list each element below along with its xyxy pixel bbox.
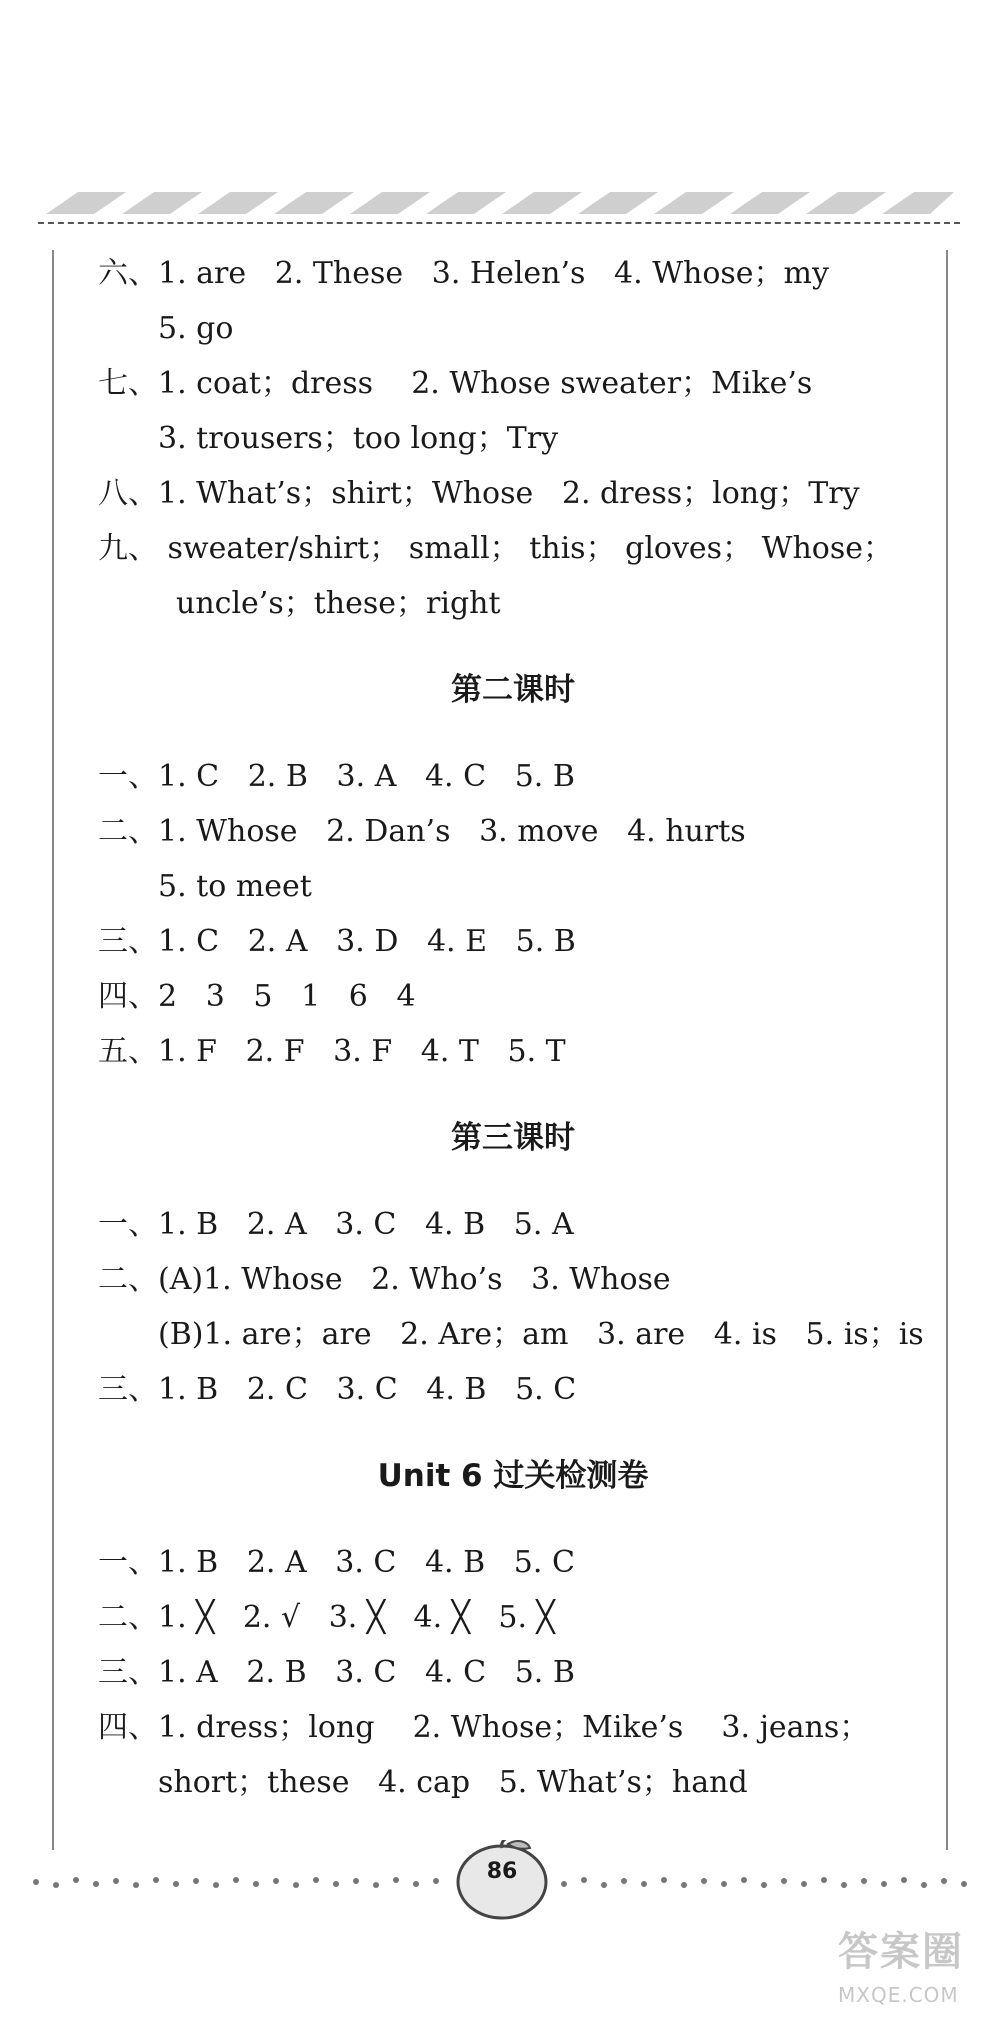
right-margin-rule bbox=[946, 250, 948, 1850]
answer-content bbox=[98, 246, 928, 1810]
answer-line-1: 一、1. B 2. A 3. C 4. B 5. C bbox=[98, 1545, 575, 1580]
header-divider bbox=[38, 222, 960, 224]
section-heading-unit-test: Unit 6 过关检测卷 bbox=[377, 1458, 649, 1494]
left-margin-rule bbox=[52, 250, 54, 1850]
answer-line-2: 二、(A)1. Whose 2. Who’s 3. Whose bbox=[98, 1262, 671, 1297]
watermark bbox=[838, 1920, 988, 2020]
answer-line-7: 七、1. coat；dress 2. Whose sweater；Mike’s bbox=[98, 366, 813, 401]
header-decoration bbox=[38, 186, 960, 220]
section-unit-test bbox=[98, 1535, 928, 1810]
section-heading-lesson3: 第三课时 bbox=[451, 1120, 575, 1156]
answer-line-2-cont: (B)1. are；are 2. Are；am 3. are 4. is 5. is；is bbox=[158, 1317, 924, 1352]
answer-line-2: 二、1. Whose 2. Dan’s 3. move 4. hurts bbox=[98, 814, 746, 849]
answer-line-7-cont: 3. trousers；too long；Try bbox=[158, 421, 559, 456]
answer-line-4: 四、2 3 5 1 6 4 bbox=[98, 979, 416, 1014]
answer-line-6-cont: 5. go bbox=[158, 311, 234, 346]
section-heading-lesson2: 第二课时 bbox=[451, 672, 575, 708]
answer-line-2-cont: 5. to meet bbox=[158, 869, 312, 904]
answer-line-4-cont: short；these 4. cap 5. What’s；hand bbox=[158, 1765, 748, 1800]
answer-line-6: 六、1. are 2. These 3. Helen’s 4. Whose；my bbox=[98, 256, 829, 291]
answer-line-3: 三、1. B 2. C 3. C 4. B 5. C bbox=[98, 1372, 577, 1407]
watermark-logo-text: 答案圈 bbox=[838, 1929, 964, 1975]
watermark-url: MXQE.COM bbox=[838, 1983, 959, 2007]
answer-line-5: 五、1. F 2. F 3. F 4. T 5. T bbox=[98, 1034, 566, 1069]
answer-line-2: 二、1. ╳ 2. √ 3. ╳ 4. ╳ 5. ╳ bbox=[98, 1600, 555, 1635]
section-unit6-lesson1 bbox=[98, 246, 928, 631]
answer-line-1: 一、1. B 2. A 3. C 4. B 5. A bbox=[98, 1207, 574, 1242]
section-lesson3 bbox=[98, 1197, 928, 1417]
section-lesson2 bbox=[98, 749, 928, 1079]
answer-line-8: 八、1. What’s；shirt；Whose 2. dress；long；Try bbox=[98, 476, 860, 511]
answer-line-1: 一、1. C 2. B 3. A 4. C 5. B bbox=[98, 759, 575, 794]
answer-line-4: 四、1. dress；long 2. Whose；Mike’s 3. jeans； bbox=[98, 1710, 870, 1745]
answer-line-3: 三、1. A 2. B 3. C 4. C 5. B bbox=[98, 1655, 575, 1690]
answer-line-3: 三、1. C 2. A 3. D 4. E 5. B bbox=[98, 924, 576, 959]
answer-line-9: 九、 sweater/shirt； small； this； gloves； Whose； bbox=[98, 531, 893, 566]
answer-line-9-cont: uncle’s；these；right bbox=[176, 586, 501, 621]
page-number: 86 bbox=[486, 1859, 518, 1884]
